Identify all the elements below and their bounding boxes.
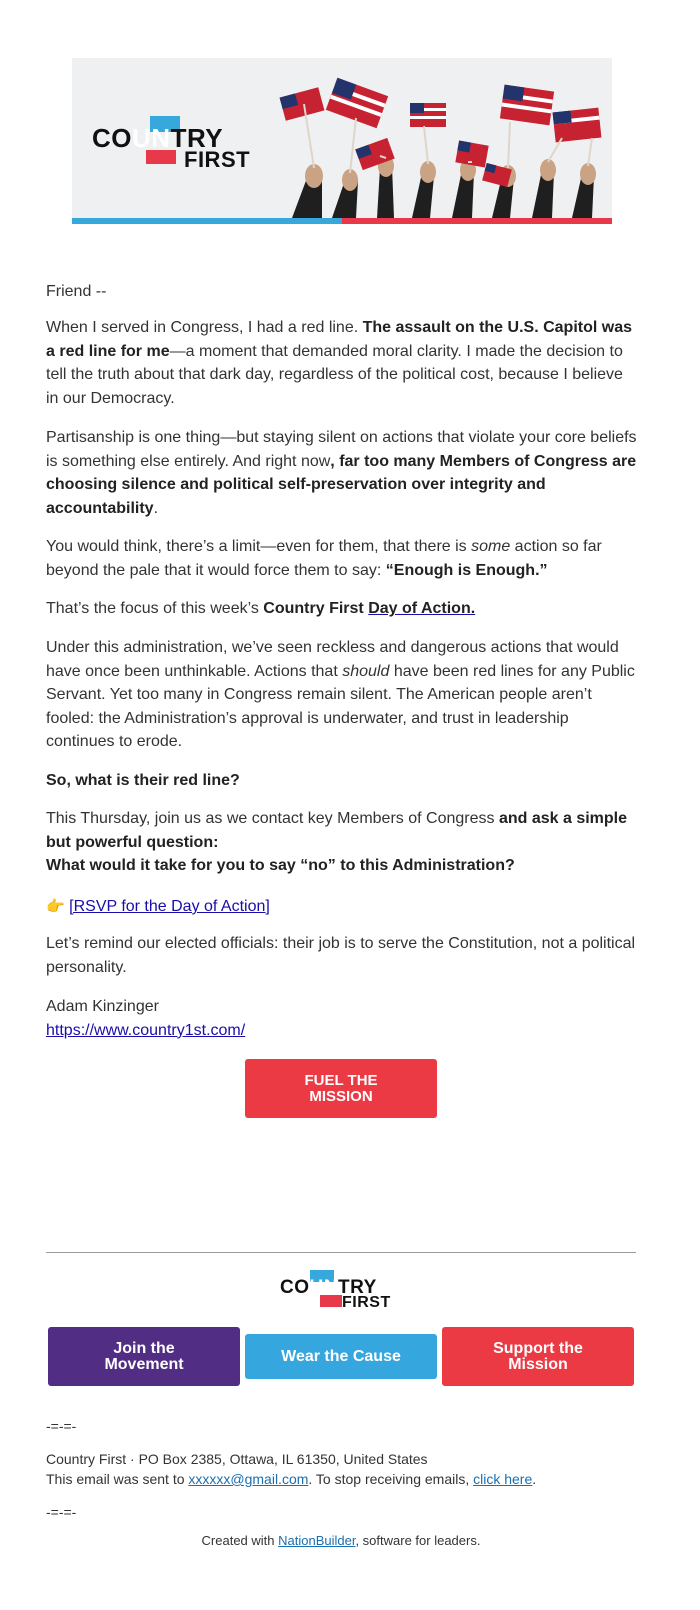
paragraph-6: So, what is their red line? — [46, 772, 240, 789]
footer-separator-2: -=-=- — [46, 1504, 77, 1520]
fuel-the-mission-button[interactable]: FUEL THE MISSION — [245, 1059, 437, 1118]
banner-stripe-blue — [72, 218, 342, 224]
header-banner — [72, 58, 612, 224]
rsvp-line — [46, 895, 638, 919]
recipient-email-link[interactable]: xxxxxx@gmail.com — [188, 1471, 309, 1487]
paragraph-3: You would think, there’s a limit—even for them, that there is some action so far beyond the pale that it would force them to say: “Enough is Enough.” — [46, 538, 602, 579]
paragraph-9: Let’s remind our elected officials: their job is to serve the Constitution, not a political personality. — [46, 935, 636, 976]
paragraph-4: That’s the focus of this week’s Country First Day of Action. — [46, 600, 476, 617]
footer-separator: -=-=- — [46, 1418, 77, 1434]
paragraph-5: Under this administration, we’ve seen reckless and dangerous actions that would have once been unthinkable. Actions that should have been red lines for any Public Servant. Yet too many in Congress remain silent. The American people aren’t fooled: the Administration’s approval is underwater, and trust in leadership continues to erode. — [46, 639, 635, 750]
paragraph-2: Partisanship is one thing—but staying silent on actions that violate your core beliefs is something else entirely. And right now, far too many Members of Congress are choosing silence and political self-preservation over integrity and accountability. — [46, 429, 637, 517]
day-of-action-link[interactable]: Day of Action. — [368, 600, 476, 617]
country-first-logo: COUNTRY FIRST — [92, 114, 262, 170]
rsvp-link[interactable]: [RSVP for the Day of Action] — [69, 898, 270, 915]
unsubscribe-link[interactable]: click here — [473, 1471, 533, 1487]
created-with-credit: Created with NationBuilder, software for leaders. — [201, 1533, 481, 1548]
website-link[interactable]: https://www.country1st.com/ — [46, 1021, 246, 1039]
support-the-mission-button[interactable]: Support the Mission — [442, 1327, 634, 1386]
signature-name: Adam Kinzinger — [46, 998, 159, 1015]
pointing-hand-icon: 👉 — [46, 898, 65, 915]
paragraph-7: This Thursday, join us as we contact key Members of Congress and ask a simple but powerful question: What would it take for you to say “no” to this Administration? — [46, 810, 627, 874]
footer-divider — [46, 1252, 636, 1253]
paragraph-1: When I served in Congress, I had a red line. The assault on the U.S. Capitol was a red line for me—a moment that demanded moral clarity. I made the decision to tell the truth about that dark day, regardless of the political cost, because I believe in our Democracy. — [46, 319, 632, 407]
join-the-movement-button[interactable]: Join the Movement — [48, 1327, 240, 1386]
footer-address: Country First · PO Box 2385, Ottawa, IL 61350, United States — [46, 1451, 428, 1467]
signature-block — [46, 995, 638, 1042]
banner-stripe-red — [342, 218, 612, 224]
nationbuilder-link[interactable]: NationBuilder — [278, 1533, 356, 1548]
footer-unsubscribe-line: This email was sent to xxxxxx@gmail.com. To stop receiving emails, click here. — [46, 1471, 537, 1487]
wear-the-cause-button[interactable]: Wear the Cause — [245, 1334, 437, 1379]
greeting: Friend -- — [46, 283, 107, 300]
footer-logo: COUNTRY FIRST — [280, 1270, 410, 1312]
flags-waving-crowd-image — [252, 58, 612, 218]
